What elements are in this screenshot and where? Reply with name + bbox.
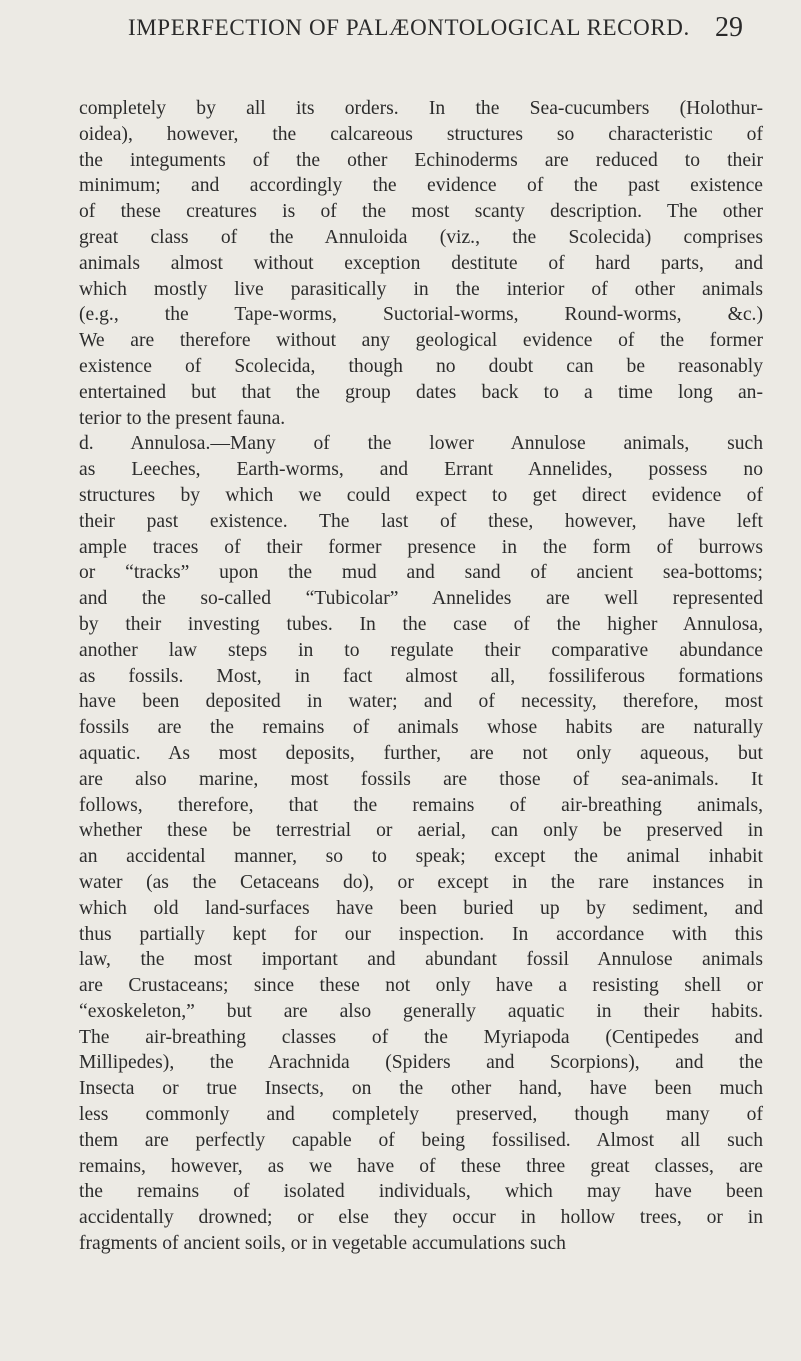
text-line: great class of the Annuloida (viz., the Scolecida) comprises — [79, 226, 763, 248]
text-line: structures by which we could expect to get direct evidence of — [79, 484, 763, 506]
text-line: the integuments of the other Echinoderms are reduced to their — [79, 149, 763, 171]
text-line: which mostly live parasitically in the interior of other animals — [79, 278, 763, 300]
text-line: terior to the present fauna. — [79, 407, 286, 429]
text-line: them are perfectly capable of being fossilised. Almost all such — [79, 1129, 763, 1151]
text-line: aquatic. As most deposits, further, are not only aqueous, but — [79, 742, 763, 764]
text-line: and the so-called “Tubicolar” Annelides are well represented — [79, 588, 763, 610]
text-line: remains, however, as we have of these three great classes, are — [79, 1155, 763, 1177]
text-line: thus partially kept for our inspection. In accordance with this — [79, 923, 763, 945]
text-line: (e.g., the Tape-worms, Suctorial-worms, Round-worms, &c.) — [79, 304, 763, 326]
text-line: are also marine, most fossils are those of sea-animals. It — [79, 768, 763, 790]
text-line: their past existence. The last of these, however, have left — [79, 510, 763, 532]
text-line: another law steps in to regulate their comparative abundance — [79, 639, 763, 661]
text-line: accidentally drowned; or else they occur in hollow trees, or in — [79, 1207, 763, 1229]
text-line: “exoskeleton,” but are also generally aquatic in their habits. — [79, 1000, 763, 1022]
text-line: as fossils. Most, in fact almost all, fossiliferous formations — [79, 665, 763, 687]
running-header — [0, 10, 801, 46]
text-line: an accidental manner, so to speak; except the animal inhabit — [79, 846, 763, 868]
text-line: Millipedes), the Arachnida (Spiders and Scorpions), and the — [79, 1052, 763, 1074]
text-line: minimum; and accordingly the evidence of the past existence — [79, 175, 763, 197]
text-line: oidea), however, the calcareous structures so characteristic of — [79, 123, 763, 145]
text-line: ample traces of their former presence in the form of burrows — [79, 536, 763, 558]
text-line: fragments of ancient soils, or in vegetable accumulations such — [79, 1233, 566, 1255]
text-line: Insecta or true Insects, on the other hand, have been much — [79, 1078, 763, 1100]
text-line: which old land-surfaces have been buried up by sediment, and — [79, 897, 763, 919]
text-line: We are therefore without any geological evidence of the former — [79, 330, 763, 352]
text-line: fossils are the remains of animals whose habits are naturally — [79, 717, 763, 739]
text-line: whether these be terrestrial or aerial, can only be preserved in — [79, 820, 763, 842]
text-line: the remains of isolated individuals, which may have been — [79, 1181, 763, 1203]
text-line: completely by all its orders. In the Sea-cucumbers (Holothur- — [79, 98, 763, 119]
text-line: as Leeches, Earth-worms, and Errant Annelides, possess no — [79, 459, 763, 481]
page-number: 29 — [715, 12, 743, 43]
text-line: of these creatures is of the most scanty description. The other — [79, 201, 763, 223]
text-line: d. Annulosa.—Many of the lower Annulose animals, such — [79, 433, 763, 455]
text-line: by their investing tubes. In the case of the higher Annulosa, — [79, 613, 763, 635]
header-title: IMPERFECTION OF PALÆONTOLOGICAL RECORD. — [128, 15, 690, 40]
text-line: or “tracks” upon the mud and sand of ancient sea-bottoms; — [79, 562, 763, 584]
text-line: animals almost without exception destitute of hard parts, and — [79, 252, 763, 274]
text-line: entertained but that the group dates back to a time long an- — [79, 381, 763, 403]
body-text — [79, 96, 763, 1257]
text-line: have been deposited in water; and of necessity, therefore, most — [79, 691, 763, 713]
text-line: water (as the Cetaceans do), or except in the rare instances in — [79, 871, 763, 893]
text-line: existence of Scolecida, though no doubt can be reasonably — [79, 355, 763, 377]
text-line: follows, therefore, that the remains of air-breathing animals, — [79, 794, 763, 816]
text-line: are Crustaceans; since these not only have a resisting shell or — [79, 975, 763, 997]
text-line: law, the most important and abundant fossil Annulose animals — [79, 949, 763, 971]
text-line: less commonly and completely preserved, though many of — [79, 1104, 763, 1126]
text-line: The air-breathing classes of the Myriapoda (Centipedes and — [79, 1026, 763, 1048]
